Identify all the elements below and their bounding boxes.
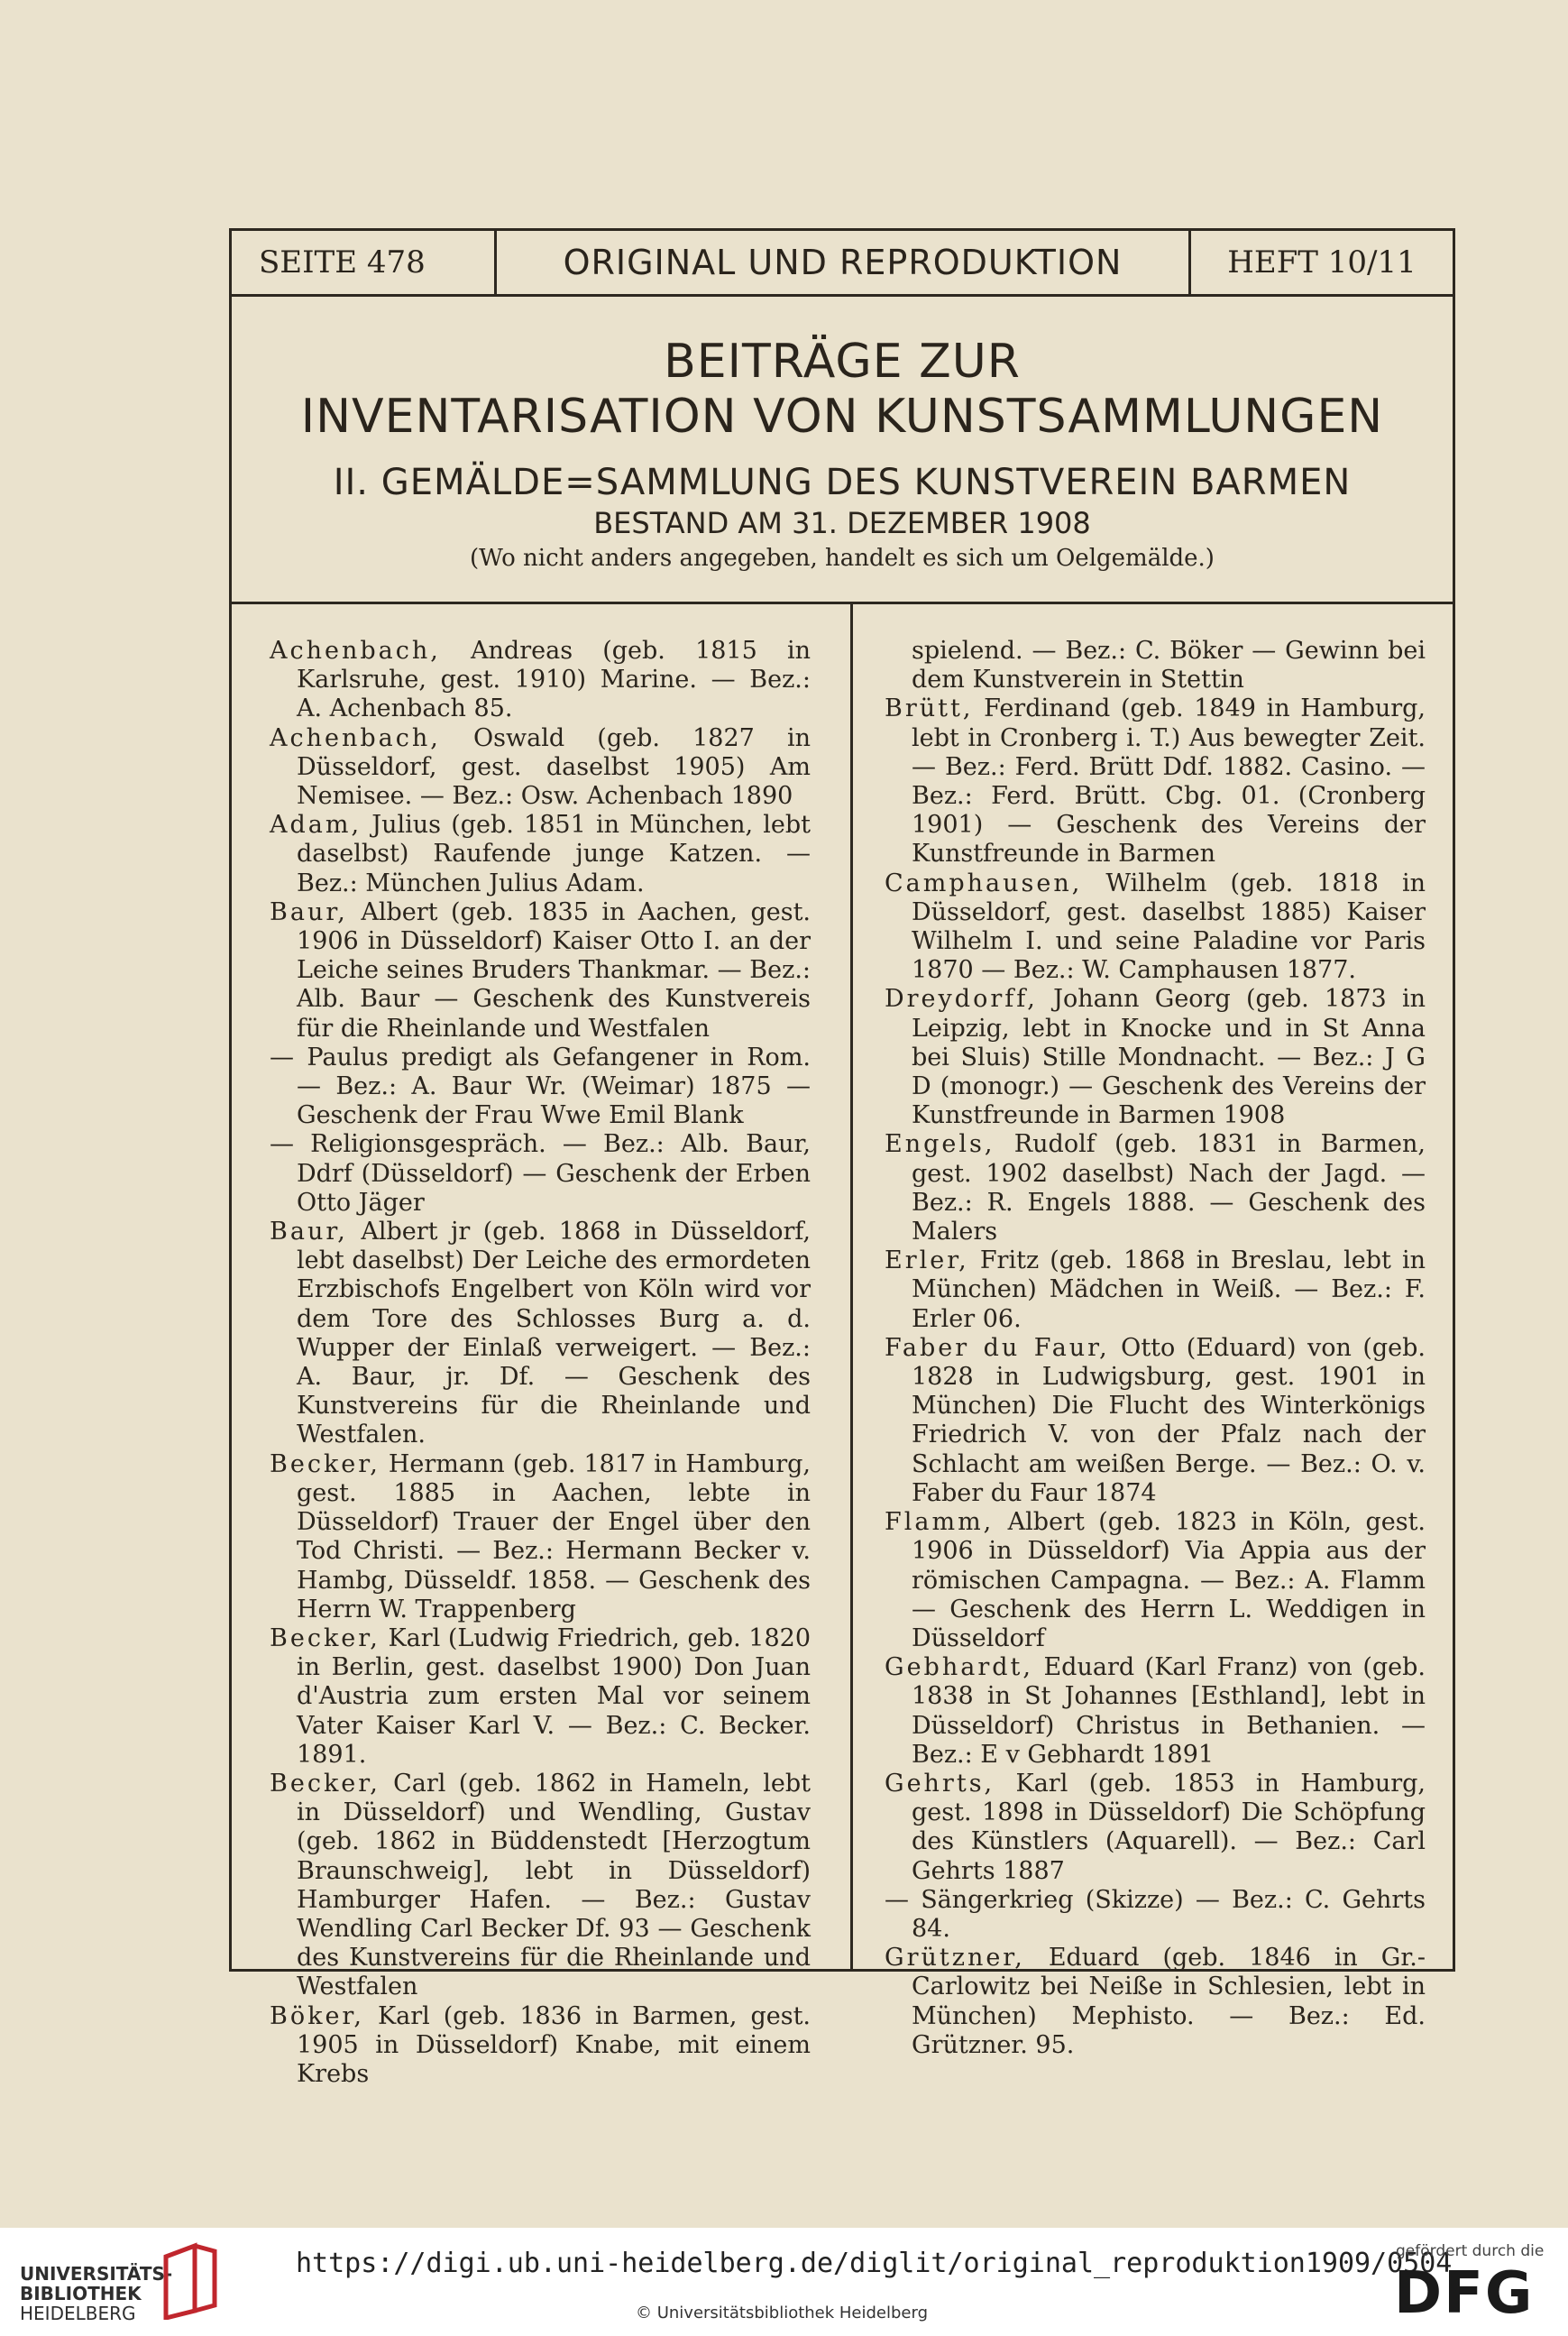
entry-text: Ferdinand (geb. 1849 in Hamburg, lebt in Cronberg i. T.) Aus bewegter Zeit. — Bez.: Ferd. Brütt Ddf. 1882. Casino. — Bez.: Ferd. Brütt. Cbg. 01. (Cronberg 1901) — Geschenk des Vereins der Kunstfreunde in Barmen	[912, 694, 1426, 869]
funded-by-label: gefördert durch die	[1396, 2242, 1545, 2260]
library-logo-text	[20, 2264, 172, 2323]
catalogue-entry	[885, 1886, 1426, 1944]
artist-name: Achenbach,	[270, 637, 441, 665]
artist-name: Becker,	[270, 1623, 381, 1652]
entry-text: Karl (Ludwig Friedrich, geb. 1820 in Berlin, gest. daselbst 1900) Don Juan d'Austria zum ersten Mal vor seinem Vater Kaiser Karl V. — Bez.: C. Becker. 1891.	[297, 1623, 811, 1769]
left-column	[270, 637, 811, 2089]
artist-name: Grützner,	[885, 1944, 1025, 1973]
artist-name: Becker,	[270, 1449, 381, 1478]
artist-name: Baur,	[270, 897, 348, 926]
entry-text: Albert jr (geb. 1868 in Düsseldorf, lebt daselbst) Der Leiche des ermordeten Erzbischofs Engelbert von Köln wird vor dem Tore des Schlosses Burg a. d. Wupper der Einlaß verweigert. — Bez.: A. Baur, jr. Df. — Geschenk des Kunstvereins für die Rheinlande und Westfalen.	[297, 1218, 811, 1449]
title-line-2: INVENTARISATION VON KUNSTSAMMLUNGEN	[300, 390, 1384, 444]
dfg-logo: DFG	[1394, 2260, 1535, 2327]
entry-text: spielend. — Bez.: C. Böker — Gewinn bei dem Kunstverein in Stettin	[912, 637, 1426, 694]
journal-title: ORIGINAL UND REPRODUKTION	[497, 231, 1191, 294]
entry-text: Eduard (geb. 1846 in Gr.-Carlowitz bei Neiße in Schlesien, lebt in München) Mephisto. — Bez.: Ed. Grützner. 95.	[912, 1944, 1426, 2059]
catalogue-entry	[885, 694, 1426, 869]
entry-text: Rudolf (geb. 1831 in Barmen, gest. 1902 daselbst) Nach der Jagd. — Bez.: R. Engels 1888. — Geschenk des Malers	[912, 1130, 1426, 1246]
page-frame	[229, 228, 1455, 2088]
catalogue-entry	[270, 811, 811, 898]
catalogue-entry	[885, 1334, 1426, 1508]
catalogue-columns	[232, 604, 1453, 2088]
viewer-footer	[0, 2228, 1568, 2336]
catalogue-entry	[885, 985, 1426, 1130]
artist-name: Faber du Faur,	[885, 1333, 1110, 1362]
catalogue-entry	[885, 1508, 1426, 1653]
entry-text: — Religionsgespräch. — Bez.: Alb. Baur, Ddrf (Düsseldorf) — Geschenk der Erben Otto Jäger	[270, 1130, 811, 1217]
artist-name: Flamm,	[885, 1508, 995, 1537]
catalogue-entry	[885, 1130, 1426, 1246]
catalogue-entry	[270, 1450, 811, 1624]
artist-name: Böker,	[270, 2001, 364, 2030]
right-column	[885, 637, 1426, 2060]
note-line: (Wo nicht anders angegeben, handelt es sich um Oelgemälde.)	[470, 545, 1215, 572]
artist-name: Brütt,	[885, 694, 974, 723]
date-line: BESTAND AM 31. DEZEMBER 1908	[593, 506, 1091, 540]
entry-text: Eduard (Karl Franz) von (geb. 1838 in St Johannes [Esthland], lebt in Düsseldorf) Christus in Bethanien. — Bez.: E v Gebhardt 1891	[912, 1653, 1426, 1769]
artist-name: Gebhardt,	[885, 1653, 1033, 1682]
catalogue-entry	[885, 1653, 1426, 1770]
catalogue-entry	[270, 1624, 811, 1770]
catalogue-entry	[270, 724, 811, 812]
catalogue-entry	[270, 1130, 811, 1218]
page-number: SEITE 478	[232, 231, 497, 294]
catalogue-entry	[270, 1218, 811, 1450]
catalogue-entry	[270, 1770, 811, 2002]
entry-text: Otto (Eduard) von (geb. 1828 in Ludwigsburg, gest. 1901 in München) Die Flucht des Winterkönigs Friedrich V. von der Pfalz nach der Schlacht am weißen Berge. — Bez.: O. v. Faber du Faur 1874	[912, 1333, 1426, 1507]
catalogue-entry	[885, 1944, 1426, 2060]
catalogue-entry	[270, 637, 811, 724]
artist-name: Gehrts,	[885, 1769, 995, 1798]
artist-name: Engels,	[885, 1130, 995, 1159]
entry-text: Wilhelm (geb. 1818 in Düsseldorf, gest. daselbst 1885) Kaiser Wilhelm I. und seine Paladine vor Paris 1870 — Bez.: W. Camphausen 1877.	[912, 869, 1426, 985]
catalogue-entry	[270, 898, 811, 1044]
subtitle: II. GEMÄLDE=SAMMLUNG DES KUNSTVEREIN BARMEN	[333, 462, 1352, 503]
issue-number: HEFT 10/11	[1227, 244, 1417, 281]
catalogue-entry	[885, 1770, 1426, 1886]
catalogue-entry	[270, 2002, 811, 2090]
artist-name: Achenbach,	[270, 723, 441, 752]
catalogue-entry	[885, 869, 1426, 986]
entry-text: — Paulus predigt als Gefangener in Rom. — Bez.: A. Baur Wr. (Weimar) 1875 — Geschenk der Frau Wwe Emil Blank	[270, 1043, 811, 1130]
artist-name: Baur,	[270, 1218, 348, 1246]
entry-text: Hermann (geb. 1817 in Hamburg, gest. 1885 in Aachen, lebte in Düsseldorf) Trauer der Engel über den Tod Christi. — Bez.: Hermann Becker v. Hambg, Düsseldf. 1858. — Geschenk des Herrn W. Trappenberg	[297, 1449, 811, 1623]
library-line-3: HEIDELBERG	[20, 2303, 136, 2324]
artist-name: Adam,	[270, 811, 362, 840]
catalogue-entry	[885, 637, 1426, 694]
entry-text: Oswald (geb. 1827 in Düsseldorf, gest. daselbst 1905) Am Nemisee. — Bez.: Osw. Achenbach 1890	[297, 723, 811, 811]
library-line-1: UNIVERSITÄTS-	[20, 2263, 173, 2285]
entry-text: Albert (geb. 1835 in Aachen, gest. 1906 in Düsseldorf) Kaiser Otto I. an der Leiche seines Bruders Thankmar. — Bez.: Alb. Baur — Geschenk des Kunstvereis für die Rheinlande und Westfalen	[297, 897, 811, 1043]
library-logo-icon	[159, 2239, 222, 2320]
entry-text: Karl (geb. 1836 in Barmen, gest. 1905 in Düsseldorf) Knabe, mit einem Krebs	[297, 2001, 811, 2088]
entry-text: Julius (geb. 1851 in München, lebt daselbst) Raufende junge Katzen. — Bez.: München Julius Adam.	[297, 811, 811, 897]
entry-text: Carl (geb. 1862 in Hameln, lebt in Düsseldorf) und Wendling, Gustav (geb. 1862 in Büddenstedt [Herzogtum Braunschweig], lebt in Düsseldorf) Hamburger Hafen. — Bez.: Gustav Wendling Carl Becker Df. 93 — Geschenk des Kunstvereins für die Rheinlande und Westfalen	[297, 1769, 811, 2001]
copyright: © Universitätsbibliothek Heidelberg	[636, 2304, 929, 2322]
article-title-block	[232, 297, 1453, 604]
entry-text: Andreas (geb. 1815 in Karlsruhe, gest. 1910) Marine. — Bez.: A. Achenbach 85.	[297, 637, 811, 723]
artist-name: Erler,	[885, 1246, 969, 1275]
entry-text: Albert (geb. 1823 in Köln, gest. 1906 in Düsseldorf) Via Appia aus der römischen Campagna. — Bez.: A. Flamm — Geschenk des Herrn L. Weddigen in Düsseldorf	[912, 1508, 1426, 1652]
permalink[interactable]: https://digi.ub.uni-heidelberg.de/diglit/original_reproduktion1909/0504	[296, 2248, 1453, 2279]
catalogue-entry	[885, 1246, 1426, 1334]
title-line-1: BEITRÄGE ZUR	[664, 335, 1021, 389]
entry-text: Karl (geb. 1853 in Hamburg, gest. 1898 in Düsseldorf) Die Schöpfung des Künstlers (Aquarell). — Bez.: Carl Gehrts 1887	[912, 1769, 1426, 1885]
entry-text: Fritz (geb. 1868 in Breslau, lebt in München) Mädchen in Weiß. — Bez.: F. Erler 06.	[912, 1246, 1426, 1333]
library-line-2: BIBLIOTHEK	[20, 2283, 142, 2304]
column-divider	[850, 604, 853, 1969]
artist-name: Camphausen,	[885, 869, 1083, 897]
entry-text: Johann Georg (geb. 1873 in Leipzig, lebt in Knocke und in St Anna bei Sluis) Stille Mondnacht. — Bez.: J G D (monogr.) — Geschenk des Vereins der Kunstfreunde in Barmen 1908	[912, 985, 1426, 1130]
artist-name: Becker,	[270, 1769, 381, 1798]
entry-text: — Sängerkrieg (Skizze) — Bez.: C. Gehrts 84.	[885, 1885, 1426, 1943]
artist-name: Dreydorff,	[885, 985, 1038, 1014]
catalogue-entry	[270, 1044, 811, 1131]
running-header	[232, 231, 1453, 297]
